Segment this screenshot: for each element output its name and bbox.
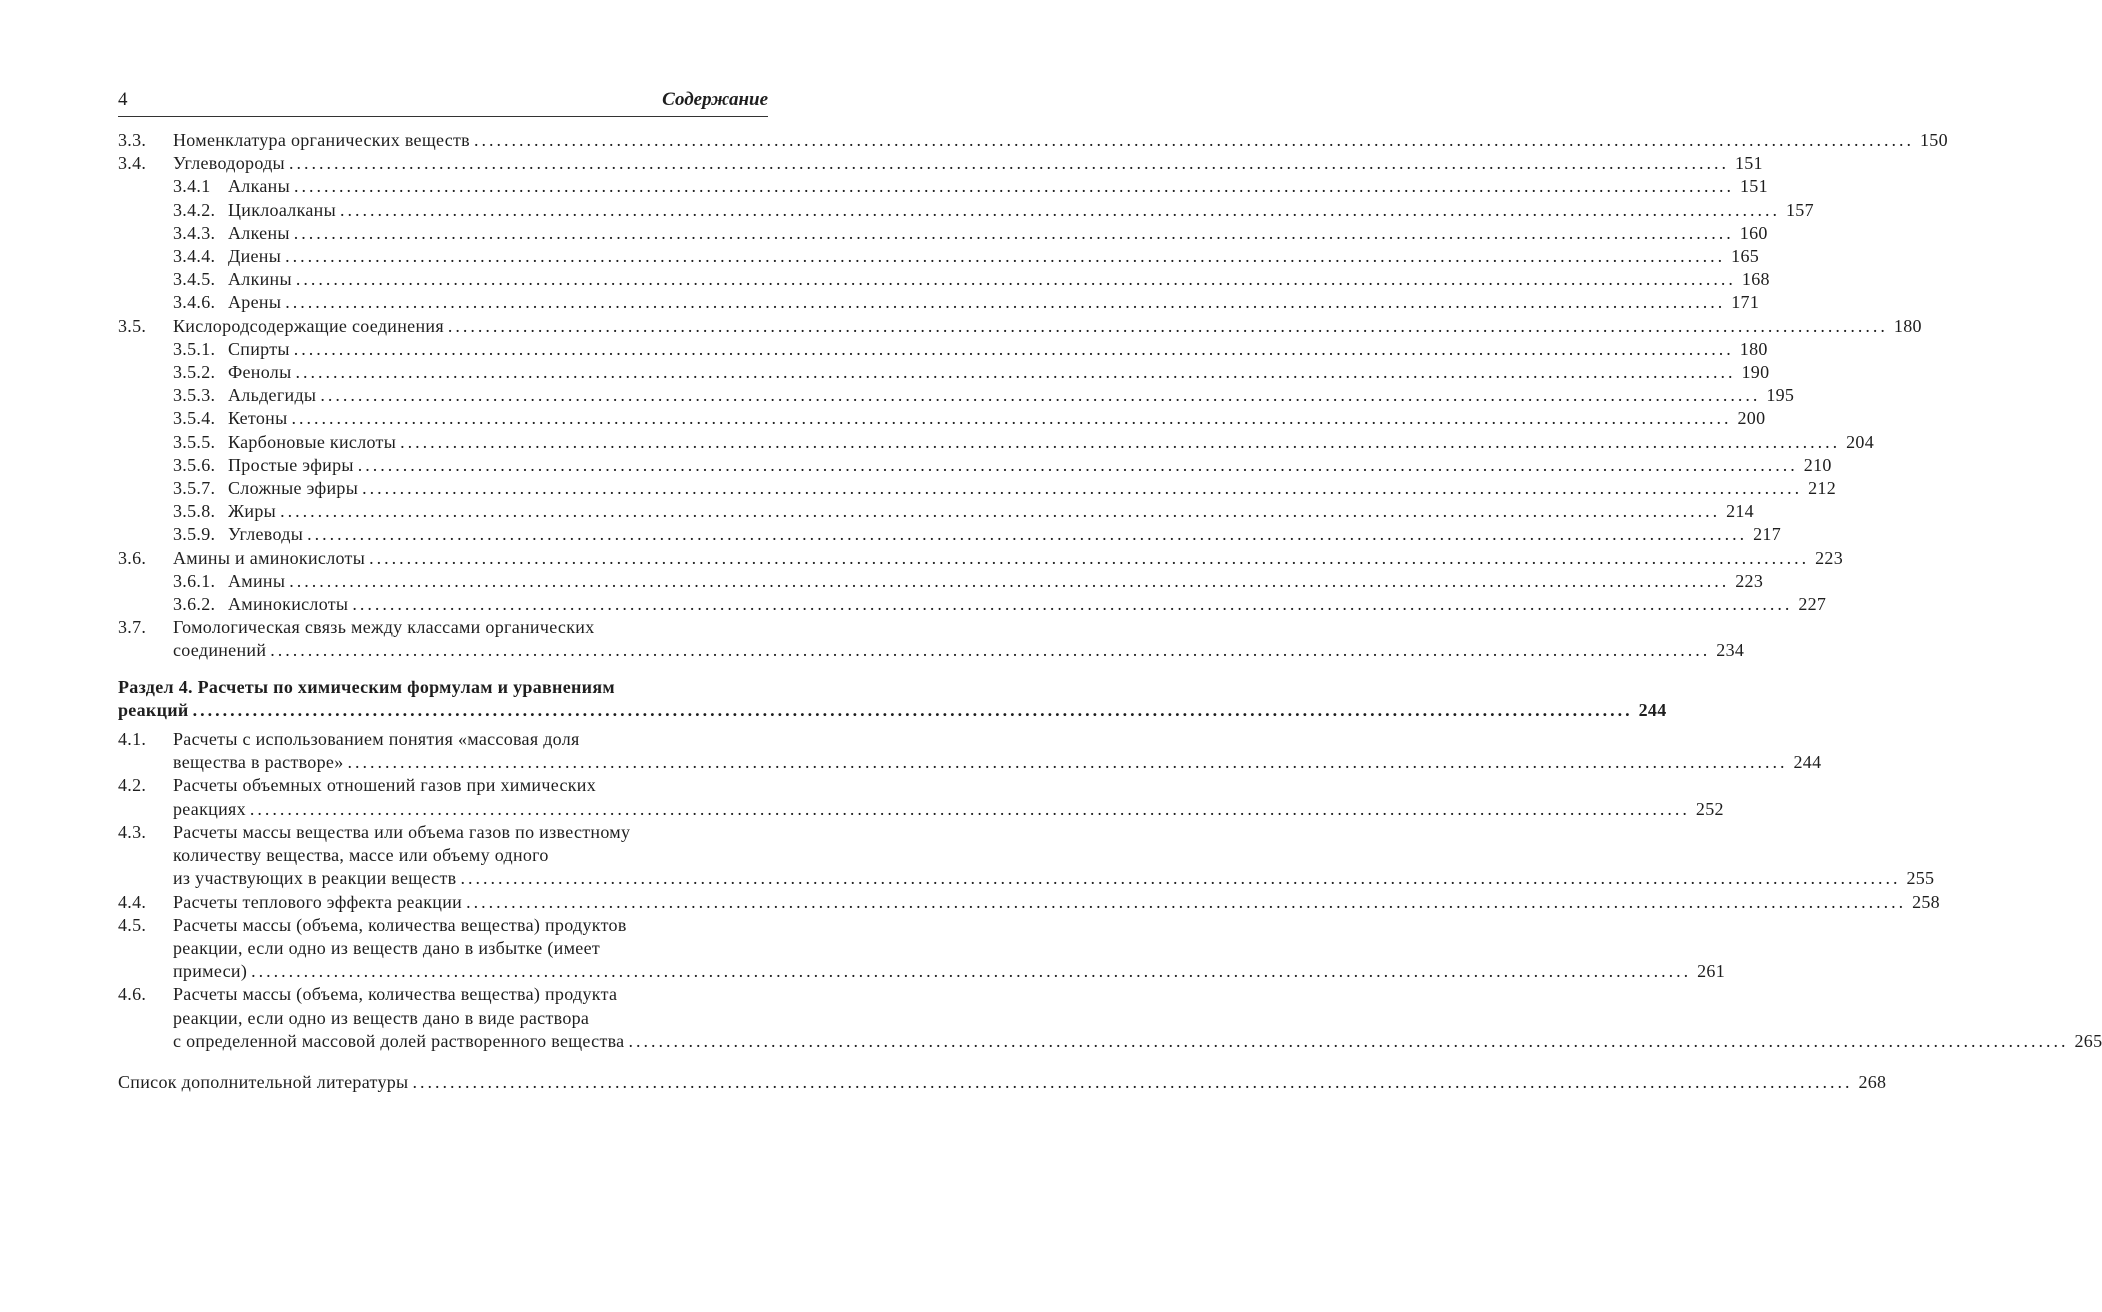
entry-title: Алканы: [228, 176, 290, 197]
entry-title: Диены: [228, 246, 282, 267]
dot-leader: ................................................................................................................................................................................................: [362, 478, 1803, 499]
entry-page: 204: [1846, 431, 1875, 452]
toc-subentry[interactable]: [118, 477, 1837, 500]
entry-number: 4.4.: [118, 891, 147, 912]
entry-title: Расчеты массы вещества или объема газов по известному: [173, 821, 631, 842]
toc-subentry[interactable]: [118, 291, 1760, 314]
entry-title: Циклоалканы: [228, 199, 336, 220]
entry-number: 3.6.1.: [173, 570, 216, 591]
toc-subentry[interactable]: [118, 245, 1760, 268]
entry-title-cont: вещества в растворе»: [173, 752, 344, 773]
entry-page: 150: [1919, 130, 1948, 150]
entry-number: 3.4.4.: [173, 246, 216, 267]
running-header: [118, 88, 768, 117]
entry-title: Алкены: [228, 222, 290, 243]
entry-title-cont: реакциях: [173, 798, 246, 819]
dot-leader: ................................................................................................................................................................................................: [251, 961, 1692, 982]
entry-page: 227: [1798, 594, 1827, 615]
entry-number: 3.5.: [118, 315, 147, 336]
dot-leader: ................................................................................................................................................................................................: [339, 199, 1780, 220]
toc-subentry[interactable]: [118, 593, 1827, 616]
dot-leader: ................................................................................................................................................................................................: [447, 315, 1888, 336]
section-title: Раздел 4. Расчеты по химическим формулам и уравнениям: [118, 676, 615, 697]
entry-title: Фенолы: [228, 362, 292, 383]
dot-leader: ................................................................................................................................................................................................: [357, 454, 1798, 475]
dot-leader: ................................................................................................................................................................................................: [628, 1030, 2069, 1051]
dot-leader: ................................................................................................................................................................................................: [289, 570, 1730, 591]
entry-number: 3.5.7.: [173, 478, 216, 499]
entry-title: Расчеты с использованием понятия «массовая доля: [173, 729, 580, 750]
entry-title-cont: количеству вещества, массе или объему одного: [173, 845, 549, 866]
entry-title: Углеводы: [228, 524, 304, 545]
toc-subentry[interactable]: [118, 570, 1764, 593]
running-title: Содержание: [662, 89, 768, 110]
toc-entry[interactable]: [118, 821, 1935, 891]
entry-title: Углеводороды: [173, 153, 285, 174]
toc-entry[interactable]: [118, 891, 1940, 914]
dot-leader: ................................................................................................................................................................................................: [466, 891, 1907, 912]
entry-number: 3.5.1.: [173, 338, 216, 359]
entry-title: Сложные эфиры: [228, 478, 359, 499]
entry-title: Амины: [228, 570, 286, 591]
entry-number: 4.2.: [118, 775, 147, 796]
entry-number: 4.1.: [118, 729, 147, 750]
page-number: 4: [118, 89, 128, 110]
entry-page: 223: [1735, 570, 1764, 591]
toc-references-entry[interactable]: [118, 1071, 1887, 1094]
toc-subentry[interactable]: [118, 407, 1766, 430]
dot-leader: ................................................................................................................................................................................................: [352, 594, 1793, 615]
entry-number: 3.5.8.: [173, 501, 216, 522]
entry-page: 190: [1741, 362, 1770, 383]
entry-title: Список дополнительной литературы: [118, 1071, 409, 1092]
entry-title: Расчеты теплового эффекта реакции: [173, 891, 463, 912]
entry-title: Амины и аминокислоты: [173, 547, 366, 568]
entry-title: Альдегиды: [228, 385, 317, 406]
entry-number: 3.5.4.: [173, 408, 216, 429]
entry-number: 3.6.: [118, 547, 147, 568]
entry-number: 3.3.: [118, 130, 147, 150]
entry-page: 151: [1739, 176, 1768, 197]
entry-page: 217: [1753, 524, 1782, 545]
entry-page: 261: [1697, 961, 1726, 982]
entry-number: 3.5.5.: [173, 431, 216, 452]
entry-page: 151: [1734, 153, 1763, 174]
toc-subentry[interactable]: [118, 500, 1754, 523]
entry-title: Кетоны: [228, 408, 288, 429]
toc-entry[interactable]: [118, 129, 1948, 152]
toc-entry[interactable]: [118, 616, 1745, 662]
entry-title-cont: соединений: [173, 640, 267, 661]
dot-leader: ................................................................................................................................................................................................: [307, 524, 1748, 545]
entry-page: 180: [1739, 338, 1768, 359]
dot-leader: ................................................................................................................................................................................................: [270, 640, 1711, 661]
entry-page: 214: [1726, 501, 1754, 522]
dot-leader: ................................................................................................................................................................................................: [280, 501, 1721, 522]
toc-entry[interactable]: [118, 315, 1922, 338]
toc-entry[interactable]: [118, 152, 1763, 175]
dot-leader: ................................................................................................................................................................................................: [369, 547, 1810, 568]
entry-number: 3.5.9.: [173, 524, 216, 545]
entry-page: 252: [1695, 798, 1724, 819]
dot-leader: ................................................................................................................................................................................................: [412, 1071, 1853, 1092]
toc-subentry[interactable]: [118, 268, 1770, 291]
toc-entry[interactable]: [118, 914, 1726, 984]
entry-title-cont: с определенной массовой долей растворенного вещества: [173, 1030, 625, 1051]
dot-leader: ................................................................................................................................................................................................: [285, 246, 1726, 267]
entry-page: 165: [1731, 246, 1760, 267]
dot-leader: ................................................................................................................................................................................................: [249, 798, 1690, 819]
entry-page: 180: [1893, 315, 1922, 336]
dot-leader: ................................................................................................................................................................................................: [460, 868, 1901, 889]
entry-page: 258: [1912, 891, 1940, 912]
entry-page: 195: [1766, 385, 1795, 406]
entry-title: Расчеты массы (объема, количества вещества) продукта: [173, 984, 618, 1005]
dot-leader: ................................................................................................................................................................................................: [295, 269, 1736, 290]
entry-title-cont: реакции, если одно из веществ дано в избытке (имеет: [173, 937, 601, 958]
dot-leader: ................................................................................................................................................................................................: [192, 699, 1633, 720]
entry-title: Арены: [228, 292, 282, 313]
dot-leader: ................................................................................................................................................................................................: [400, 431, 1841, 452]
entry-title-cont: реакции, если одно из веществ дано в виде раствора: [173, 1007, 590, 1028]
entry-page: 157: [1785, 199, 1814, 220]
entry-title: Номенклатура органических веществ: [173, 130, 470, 150]
entry-page: 210: [1803, 454, 1832, 475]
entry-page: 268: [1858, 1071, 1887, 1092]
entry-page: 244: [1793, 752, 1822, 773]
dot-leader: ................................................................................................................................................................................................: [320, 385, 1761, 406]
entry-page: 244: [1638, 699, 1667, 720]
dot-leader: ................................................................................................................................................................................................: [295, 362, 1736, 383]
toc-subentry[interactable]: [118, 384, 1795, 407]
toc-section-heading[interactable]: [118, 676, 1667, 722]
entry-page: 234: [1716, 640, 1745, 661]
entry-number: 3.4.6.: [173, 292, 216, 313]
entry-number: 3.7.: [118, 617, 147, 638]
toc-subentry[interactable]: [118, 361, 1770, 384]
dot-leader: ................................................................................................................................................................................................: [473, 130, 1914, 150]
dot-leader: ................................................................................................................................................................................................: [288, 153, 1729, 174]
entry-number: 3.4.3.: [173, 222, 216, 243]
entry-title: Жиры: [228, 501, 277, 522]
table-of-contents: [118, 129, 2102, 1094]
entry-page: 200: [1737, 408, 1766, 429]
toc-entry[interactable]: [118, 983, 2102, 1053]
entry-number: 4.3.: [118, 821, 147, 842]
section-title-cont: реакций: [118, 699, 189, 720]
toc-subentry[interactable]: [118, 222, 1768, 245]
entry-title: Карбоновые кислоты: [228, 431, 397, 452]
entry-title-cont: из участвующих в реакции веществ: [173, 868, 457, 889]
entry-page: 223: [1815, 547, 1844, 568]
dot-leader: ................................................................................................................................................................................................: [291, 408, 1732, 429]
entry-page: 255: [1906, 868, 1935, 889]
toc-entry[interactable]: [118, 728, 1822, 774]
toc-subentry[interactable]: [118, 175, 1768, 198]
entry-number: 3.4.5.: [173, 269, 216, 290]
entry-title: Гомологическая связь между классами органических: [173, 617, 595, 638]
entry-number: 3.4.1: [173, 176, 211, 197]
entry-number: 3.5.3.: [173, 385, 216, 406]
entry-title: Простые эфиры: [228, 454, 354, 475]
entry-number: 3.5.2.: [173, 362, 216, 383]
entry-page: 265: [2074, 1030, 2102, 1051]
entry-page: 160: [1739, 222, 1768, 243]
dot-leader: ................................................................................................................................................................................................: [293, 338, 1734, 359]
toc-entry[interactable]: [118, 547, 1844, 570]
entry-title: Кислородсодержащие соединения: [173, 315, 444, 336]
entry-number: 3.6.2.: [173, 594, 216, 615]
dot-leader: ................................................................................................................................................................................................: [293, 176, 1734, 197]
entry-title: Аминокислоты: [228, 594, 349, 615]
entry-title: Алкины: [228, 269, 292, 290]
entry-number: 4.6.: [118, 984, 147, 1005]
dot-leader: ................................................................................................................................................................................................: [293, 222, 1734, 243]
entry-page: 171: [1731, 292, 1760, 313]
toc-entry[interactable]: [118, 774, 1724, 820]
entry-title: Расчеты массы (объема, количества вещества) продуктов: [173, 914, 627, 935]
toc-subentry[interactable]: [118, 431, 1875, 454]
entry-title-cont: примеси): [173, 961, 248, 982]
toc-subentry[interactable]: [118, 199, 1814, 222]
entry-title: Спирты: [228, 338, 290, 359]
dot-leader: ................................................................................................................................................................................................: [347, 752, 1788, 773]
toc-subentry[interactable]: [118, 454, 1832, 477]
entry-page: 212: [1808, 478, 1837, 499]
dot-leader: ................................................................................................................................................................................................: [285, 292, 1726, 313]
entry-page: 168: [1741, 269, 1770, 290]
toc-subentry[interactable]: [118, 523, 1782, 546]
page: [118, 88, 2102, 1094]
entry-number: 3.4.2.: [173, 199, 216, 220]
entry-number: 3.4.: [118, 153, 147, 174]
entry-number: 4.5.: [118, 914, 147, 935]
toc-subentry[interactable]: [118, 338, 1768, 361]
entry-number: 3.5.6.: [173, 454, 216, 475]
entry-title: Расчеты объемных отношений газов при химических: [173, 775, 597, 796]
